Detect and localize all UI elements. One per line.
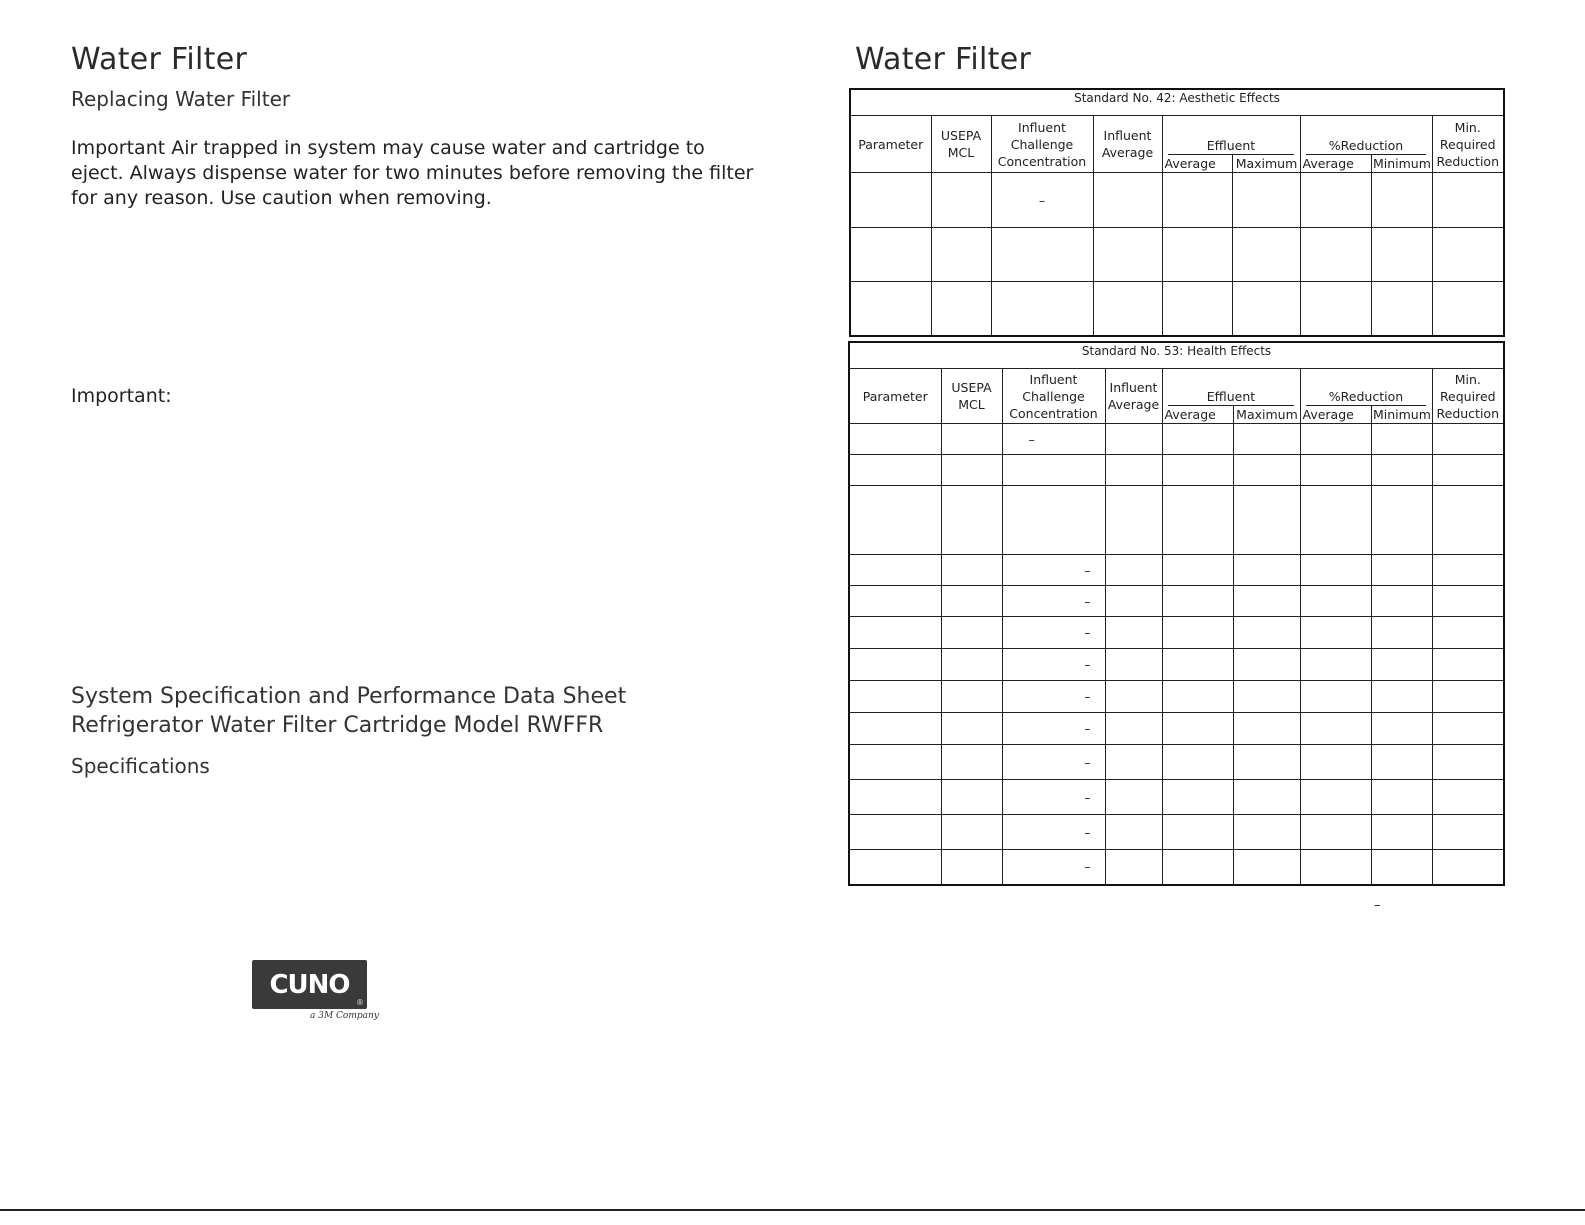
table-cell	[1162, 815, 1233, 850]
table-cell	[1105, 745, 1162, 780]
dash-mark: –	[1084, 721, 1091, 736]
effluent-average: Average	[1164, 407, 1216, 422]
table-cell	[1432, 555, 1504, 586]
table-cell	[1162, 713, 1233, 745]
table-cell	[1371, 649, 1432, 681]
header-line: Required	[1439, 136, 1496, 152]
table-cell	[1432, 228, 1504, 282]
table-cell	[1300, 617, 1371, 649]
table-cell	[1300, 780, 1371, 815]
header-line: Min.	[1454, 371, 1481, 387]
table-cell	[1105, 555, 1162, 586]
table-cell	[1300, 815, 1371, 850]
table-cell	[1300, 713, 1371, 745]
table-cell	[1371, 815, 1432, 850]
table-row	[850, 228, 1504, 282]
table-cell	[941, 617, 1002, 649]
table-cell	[1105, 649, 1162, 681]
table-cell	[1105, 486, 1162, 555]
specifications-label: Specifications	[71, 754, 210, 778]
table-cell	[1002, 713, 1105, 745]
table-cell	[849, 455, 941, 486]
logo-wordmark: CUNO	[269, 969, 350, 1000]
header-line: Challenge	[1022, 388, 1085, 404]
table-cell	[1300, 649, 1371, 681]
table-cell	[1371, 681, 1432, 713]
table-cell	[1432, 850, 1504, 885]
col-influent-challenge	[991, 116, 1093, 173]
table-cell	[941, 780, 1002, 815]
table-cell	[1371, 850, 1432, 885]
table-cell	[849, 617, 941, 649]
col-usepa-mcl	[931, 116, 991, 173]
table-cell	[1232, 173, 1300, 228]
dash-mark: –	[1038, 192, 1046, 208]
table-cell	[1105, 850, 1162, 885]
table-cell	[1300, 455, 1371, 486]
table-cell	[1300, 745, 1371, 780]
table-row	[850, 173, 1504, 228]
table-cell	[1002, 424, 1105, 455]
table-cell	[1371, 282, 1432, 336]
header-line: Influent	[1018, 119, 1066, 135]
table-cell	[941, 649, 1002, 681]
table-row	[849, 455, 1504, 486]
table-cell	[1105, 586, 1162, 617]
table-cell	[1162, 780, 1233, 815]
table-row	[850, 282, 1504, 336]
standard-53-title: Standard No. 53: Health Effects	[849, 342, 1504, 369]
table-cell	[941, 815, 1002, 850]
table-cell	[1105, 617, 1162, 649]
reduction-average: Average	[1302, 407, 1354, 422]
table-row	[849, 424, 1504, 455]
table-cell	[1300, 850, 1371, 885]
cuno-logo	[252, 960, 367, 1009]
footnote-dash: –	[1374, 898, 1381, 913]
table-cell	[1162, 617, 1233, 649]
table-cell	[991, 173, 1093, 228]
warning-line: for any reason. Use caution when removing.	[71, 187, 492, 209]
table-cell	[849, 681, 941, 713]
table-cell	[1162, 850, 1233, 885]
table-cell	[941, 486, 1002, 555]
table-cell	[849, 586, 941, 617]
table-cell	[1002, 617, 1105, 649]
table-cell	[849, 649, 941, 681]
table-row	[849, 649, 1504, 681]
table-cell	[849, 713, 941, 745]
table-cell	[849, 745, 941, 780]
standard-53-table	[848, 341, 1505, 886]
table-row	[849, 486, 1504, 555]
header-line: Min.	[1454, 119, 1481, 135]
col-influent-challenge	[1002, 369, 1105, 424]
table-cell	[991, 282, 1093, 336]
table-cell	[1162, 486, 1233, 555]
table-cell	[1233, 713, 1300, 745]
table-cell	[1371, 455, 1432, 486]
reduction-group-label: %Reduction	[1306, 388, 1427, 406]
table-cell	[991, 228, 1093, 282]
table-row	[849, 780, 1504, 815]
table-cell	[1093, 228, 1162, 282]
table-row	[849, 815, 1504, 850]
reduction-minimum: Minimum	[1372, 156, 1431, 171]
table-cell	[1371, 486, 1432, 555]
table-row	[849, 681, 1504, 713]
col-parameter: Parameter	[850, 116, 931, 173]
table-cell	[849, 850, 941, 885]
table-cell	[1233, 424, 1300, 455]
col-reduction	[1300, 116, 1432, 173]
table-cell	[941, 713, 1002, 745]
table-cell	[1002, 455, 1105, 486]
header-line: Influent	[1109, 380, 1158, 395]
table-cell	[941, 455, 1002, 486]
dash-mark: –	[1084, 859, 1091, 875]
table-cell	[1233, 815, 1300, 850]
table-cell	[1371, 617, 1432, 649]
table-cell	[1232, 282, 1300, 336]
table-row	[849, 713, 1504, 745]
table-cell	[1233, 780, 1300, 815]
col-mcl-label: MCL	[947, 145, 975, 160]
table-cell	[1432, 586, 1504, 617]
table-row	[849, 617, 1504, 649]
dash-mark: –	[1028, 431, 1035, 447]
table-cell	[849, 486, 941, 555]
table-cell	[931, 173, 991, 228]
table-cell	[1162, 555, 1233, 586]
table-cell	[1162, 282, 1232, 336]
important-label: Important:	[71, 385, 172, 407]
header-line: Influent	[1103, 128, 1152, 143]
warning-line: eject. Always dispense water for two minutes before removing the filter	[71, 162, 754, 184]
table-row	[849, 555, 1504, 586]
table-cell	[1162, 424, 1233, 455]
reduction-minimum: Minimum	[1372, 407, 1431, 422]
table-cell	[1371, 555, 1432, 586]
table-cell	[941, 681, 1002, 713]
dash-mark: –	[1084, 657, 1091, 672]
logo-tagline: a 3M Company	[310, 1011, 379, 1021]
table-cell	[1002, 681, 1105, 713]
table-row	[849, 745, 1504, 780]
right-page-title: Water Filter	[855, 42, 1032, 77]
col-reduction	[1300, 369, 1432, 424]
table-cell	[1233, 649, 1300, 681]
table-cell	[849, 815, 941, 850]
header-line: Concentration	[997, 153, 1087, 169]
table-cell	[1233, 745, 1300, 780]
table-cell	[1002, 586, 1105, 617]
standard-42-table	[849, 88, 1505, 337]
table-cell	[1432, 455, 1504, 486]
table-cell	[1105, 780, 1162, 815]
registered-mark: ®	[356, 998, 364, 1007]
table-cell	[1371, 424, 1432, 455]
table-cell	[1093, 173, 1162, 228]
col-parameter: Parameter	[849, 369, 941, 424]
col-effluent	[1162, 116, 1300, 173]
table-cell	[1371, 173, 1432, 228]
table-cell	[1002, 815, 1105, 850]
table-cell	[1371, 713, 1432, 745]
table-cell	[1233, 850, 1300, 885]
table-cell	[1432, 713, 1504, 745]
header-line: Reduction	[1436, 153, 1499, 169]
table-cell	[1432, 780, 1504, 815]
table-cell	[1432, 282, 1504, 336]
table-cell	[1162, 681, 1233, 713]
table-row	[849, 586, 1504, 617]
table-cell	[1093, 282, 1162, 336]
dash-mark: –	[1084, 562, 1091, 578]
dash-mark: –	[1084, 593, 1091, 609]
table-cell	[1371, 586, 1432, 617]
table-cell	[1371, 228, 1432, 282]
left-page-title: Water Filter	[71, 42, 248, 77]
effluent-maximum: Maximum	[1232, 155, 1299, 172]
table-cell	[1162, 586, 1233, 617]
table-cell	[1002, 649, 1105, 681]
table-cell	[1300, 424, 1371, 455]
bottom-rule	[0, 1209, 1585, 1211]
table-cell	[850, 228, 931, 282]
table-cell	[1233, 486, 1300, 555]
table-cell	[1233, 455, 1300, 486]
table-cell	[1105, 455, 1162, 486]
effluent-average: Average	[1164, 156, 1216, 171]
reduction-average: Average	[1302, 156, 1354, 171]
table-cell	[1432, 681, 1504, 713]
warning-line: Important Air trapped in system may cause water and cartridge to	[71, 137, 705, 159]
table-cell	[1002, 555, 1105, 586]
table-cell	[1371, 780, 1432, 815]
table-cell	[849, 424, 941, 455]
col-mcl-label: MCL	[958, 397, 985, 412]
table-cell	[1162, 745, 1233, 780]
table-cell	[1300, 173, 1371, 228]
table-cell	[1233, 681, 1300, 713]
table-cell	[1432, 745, 1504, 780]
table-cell	[1233, 617, 1300, 649]
dash-mark: –	[1084, 689, 1091, 704]
dash-mark: –	[1084, 789, 1091, 805]
table-cell	[1002, 745, 1105, 780]
table-cell	[850, 173, 931, 228]
header-line: Concentration	[1009, 405, 1098, 421]
spec-heading-line-1: System Specification and Performance Data Sheet	[71, 684, 627, 709]
table-cell	[1432, 424, 1504, 455]
table-cell	[849, 780, 941, 815]
col-usepa-label: USEPA	[951, 380, 992, 395]
col-influent-average	[1105, 369, 1162, 424]
table-cell	[1002, 780, 1105, 815]
col-effluent	[1162, 369, 1300, 424]
dash-mark: –	[1084, 625, 1091, 640]
header-line: Challenge	[1010, 136, 1074, 152]
table-cell	[1300, 228, 1371, 282]
table-cell	[941, 745, 1002, 780]
table-cell	[1002, 486, 1105, 555]
table-cell	[941, 424, 1002, 455]
replacing-filter-subtitle: Replacing Water Filter	[71, 87, 291, 111]
table-row	[849, 850, 1504, 885]
header-line: Required	[1439, 388, 1496, 404]
important-warning-text	[71, 136, 771, 211]
table-cell	[1105, 681, 1162, 713]
table-cell	[941, 586, 1002, 617]
table-cell	[1371, 745, 1432, 780]
table-cell	[1162, 173, 1232, 228]
table-cell	[1105, 815, 1162, 850]
table-cell	[1105, 424, 1162, 455]
effluent-maximum: Maximum	[1233, 406, 1299, 423]
standard-42-title: Standard No. 42: Aesthetic Effects	[850, 89, 1504, 116]
table-cell	[931, 228, 991, 282]
header-line: Influent	[1029, 371, 1078, 387]
table-cell	[850, 282, 931, 336]
table-cell	[1162, 455, 1233, 486]
table-cell	[1432, 617, 1504, 649]
table-cell	[1002, 850, 1105, 885]
col-influent-average	[1093, 116, 1162, 173]
table-cell	[1300, 681, 1371, 713]
table-cell	[941, 850, 1002, 885]
table-cell	[1232, 228, 1300, 282]
table-cell	[1300, 586, 1371, 617]
table-cell	[931, 282, 991, 336]
table-cell	[1233, 586, 1300, 617]
table-cell	[1300, 555, 1371, 586]
table-cell	[1162, 228, 1232, 282]
table-cell	[1432, 649, 1504, 681]
table-cell	[1162, 649, 1233, 681]
col-min-required	[1432, 116, 1504, 173]
table-cell	[1105, 713, 1162, 745]
table-cell	[1432, 815, 1504, 850]
dash-mark: –	[1084, 824, 1091, 840]
table-cell	[941, 555, 1002, 586]
table-cell	[1432, 486, 1504, 555]
header-line: Average	[1107, 397, 1160, 412]
reduction-group-label: %Reduction	[1306, 137, 1427, 155]
spec-heading-line-2: Refrigerator Water Filter Cartridge Model RWFFR	[71, 713, 604, 738]
table-cell	[1300, 282, 1371, 336]
table-cell	[1233, 555, 1300, 586]
col-usepa-mcl	[941, 369, 1002, 424]
col-usepa-label: USEPA	[940, 128, 982, 143]
table-cell	[1300, 486, 1371, 555]
header-line: Average	[1101, 145, 1154, 160]
table-cell	[849, 555, 941, 586]
col-min-required	[1432, 369, 1504, 424]
effluent-group-label: Effluent	[1168, 388, 1294, 406]
dash-mark: –	[1084, 754, 1091, 770]
table-cell	[1432, 173, 1504, 228]
header-line: Reduction	[1436, 405, 1500, 421]
effluent-group-label: Effluent	[1168, 137, 1294, 155]
